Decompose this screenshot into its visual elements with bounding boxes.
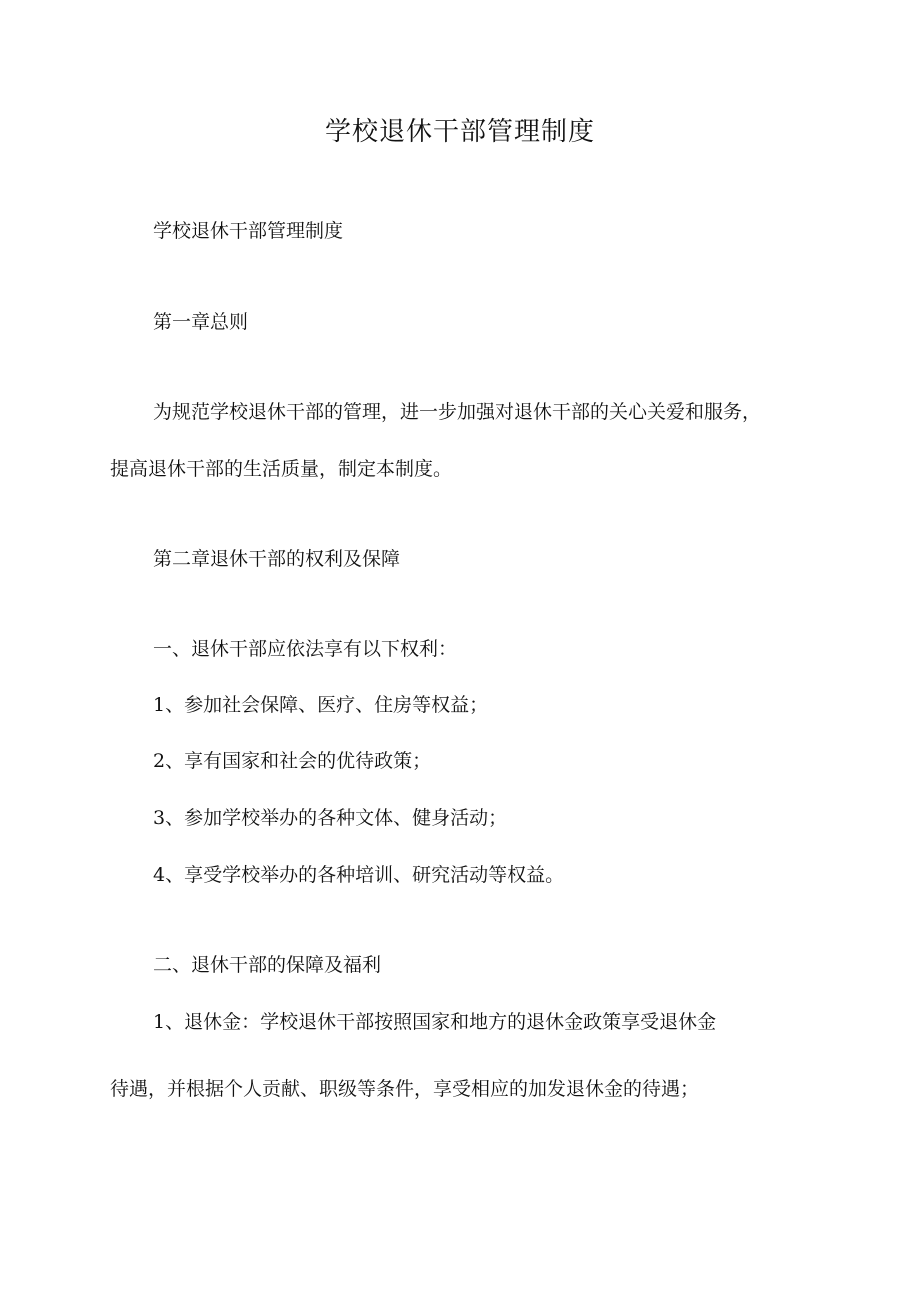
section-heading: 一、退休干部应依法享有以下权利： [153, 638, 458, 660]
list-item: 2、享有国家和社会的优待政策； [153, 750, 432, 772]
paragraph-line: 提高退休干部的生活质量，制定本制度。 [110, 458, 453, 480]
chapter-2-heading: 第二章退休干部的权利及保障 [153, 548, 401, 570]
list-item: 3、参加学校举办的各种文体、健身活动； [153, 807, 508, 829]
paragraph-line: 待遇，并根据个人贡献、职级等条件，享受相应的加发退休金的待遇； [110, 1078, 700, 1100]
doc-subtitle: 学校退休干部管理制度 [153, 220, 344, 242]
section-heading: 二、退休干部的保障及福利 [153, 954, 382, 976]
list-item: 4、享受学校举办的各种培训、研究活动等权益。 [153, 864, 565, 886]
list-item: 1、退休金：学校退休干部按照国家和地方的退休金政策享受退休金 [153, 1011, 717, 1033]
paragraph-line: 为规范学校退休干部的管理，进一步加强对退休干部的关心关爱和服务， [153, 401, 762, 423]
chapter-1-heading: 第一章总则 [153, 311, 249, 333]
document-title: 学校退休干部管理制度 [324, 117, 595, 147]
list-item: 1、参加社会保障、医疗、住房等权益； [153, 694, 489, 716]
